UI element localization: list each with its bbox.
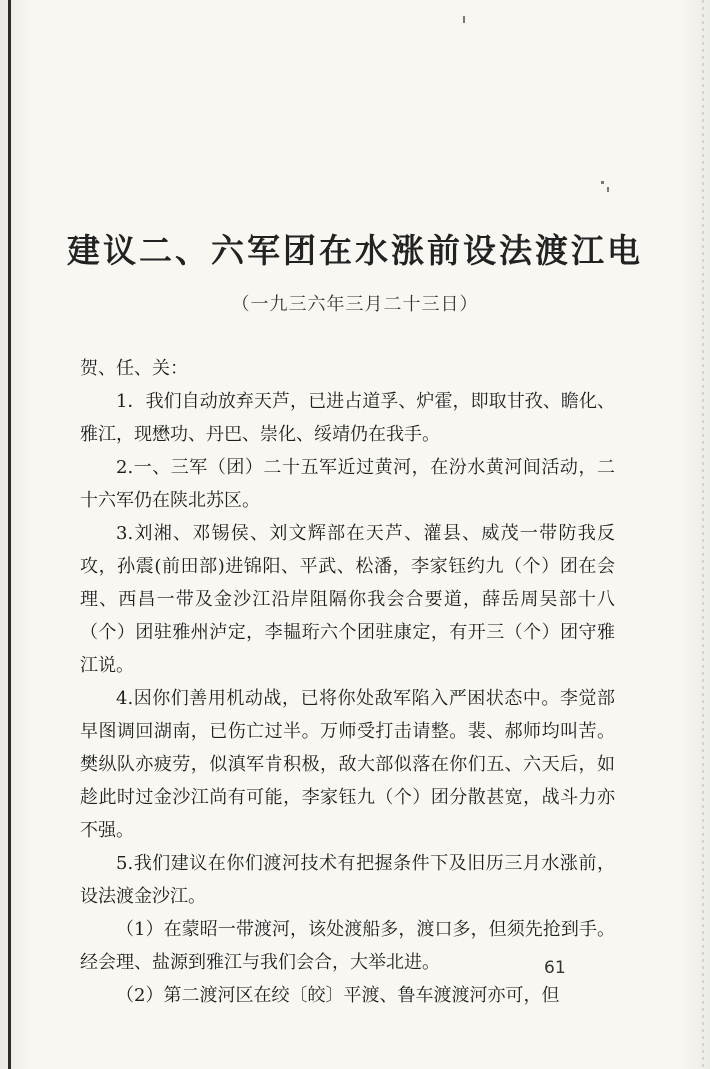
paragraph-3: 3.刘湘、邓锡侯、刘文辉部在天芦、灌县、威茂一带防我反攻，孙震(前田部)进锦阳、平武、松潘，李家钰约九（个）团在会理、西昌一带及金沙江沿岸阻隔你我会合要道，薛岳周吴部十八（个）团驻雅州泸定，李韫珩六个团驻康定，有开三（个）团守雅江说。 [80,523,615,676]
addressee-line: 贺、任、关： [80,358,188,379]
scan-speck [607,187,609,192]
page-number: 61 [544,958,566,978]
binding-edge [8,0,11,1069]
paragraph-1: 1．我们自动放弃天芦，已进占道孚、炉霍，即取甘孜、瞻化、雅江，现懋功、丹巴、崇化、绥靖仍在我手。 [80,391,615,445]
document-date: （一九三六年三月二十三日） [231,294,479,315]
paragraph-6: （1）在蒙昭一带渡河，该处渡船多，渡口多，但须先抢到手。经会理、盐源到雅江与我们会合，大举北进。 [80,919,615,973]
scan-speck [463,16,465,23]
page-edge [702,0,704,1069]
paragraph-7: （2）第二渡河区在绞〔皎〕平渡、鲁车渡渡河亦可，但 [116,985,560,1006]
paragraph-5: 5.我们建议在你们渡河技术有把握条件下及旧历三月水涨前，设法渡金沙江。 [80,853,615,907]
scan-speck [601,181,604,184]
paragraph-4: 4.因你们善用机动战，已将你处敌军陷入严困状态中。李觉部早图调回湖南，已伤亡过半。万师受打击请整。裴、郝师均叫苦。樊纵队亦疲劳，似滇军肯积极，敌大部似落在你们五、六天后，如趁此时过金沙江尚有可能，李家钰九（个）团分散甚宽，战斗力亦不强。 [80,688,615,841]
paragraph-2: 2.一、三军（团）二十五军近过黄河，在汾水黄河间活动，二十六军仍在陕北苏区。 [80,457,615,511]
document-body [80,352,615,1012]
document-title: 建议二、六军团在水涨前设法渡江电 [67,231,643,270]
